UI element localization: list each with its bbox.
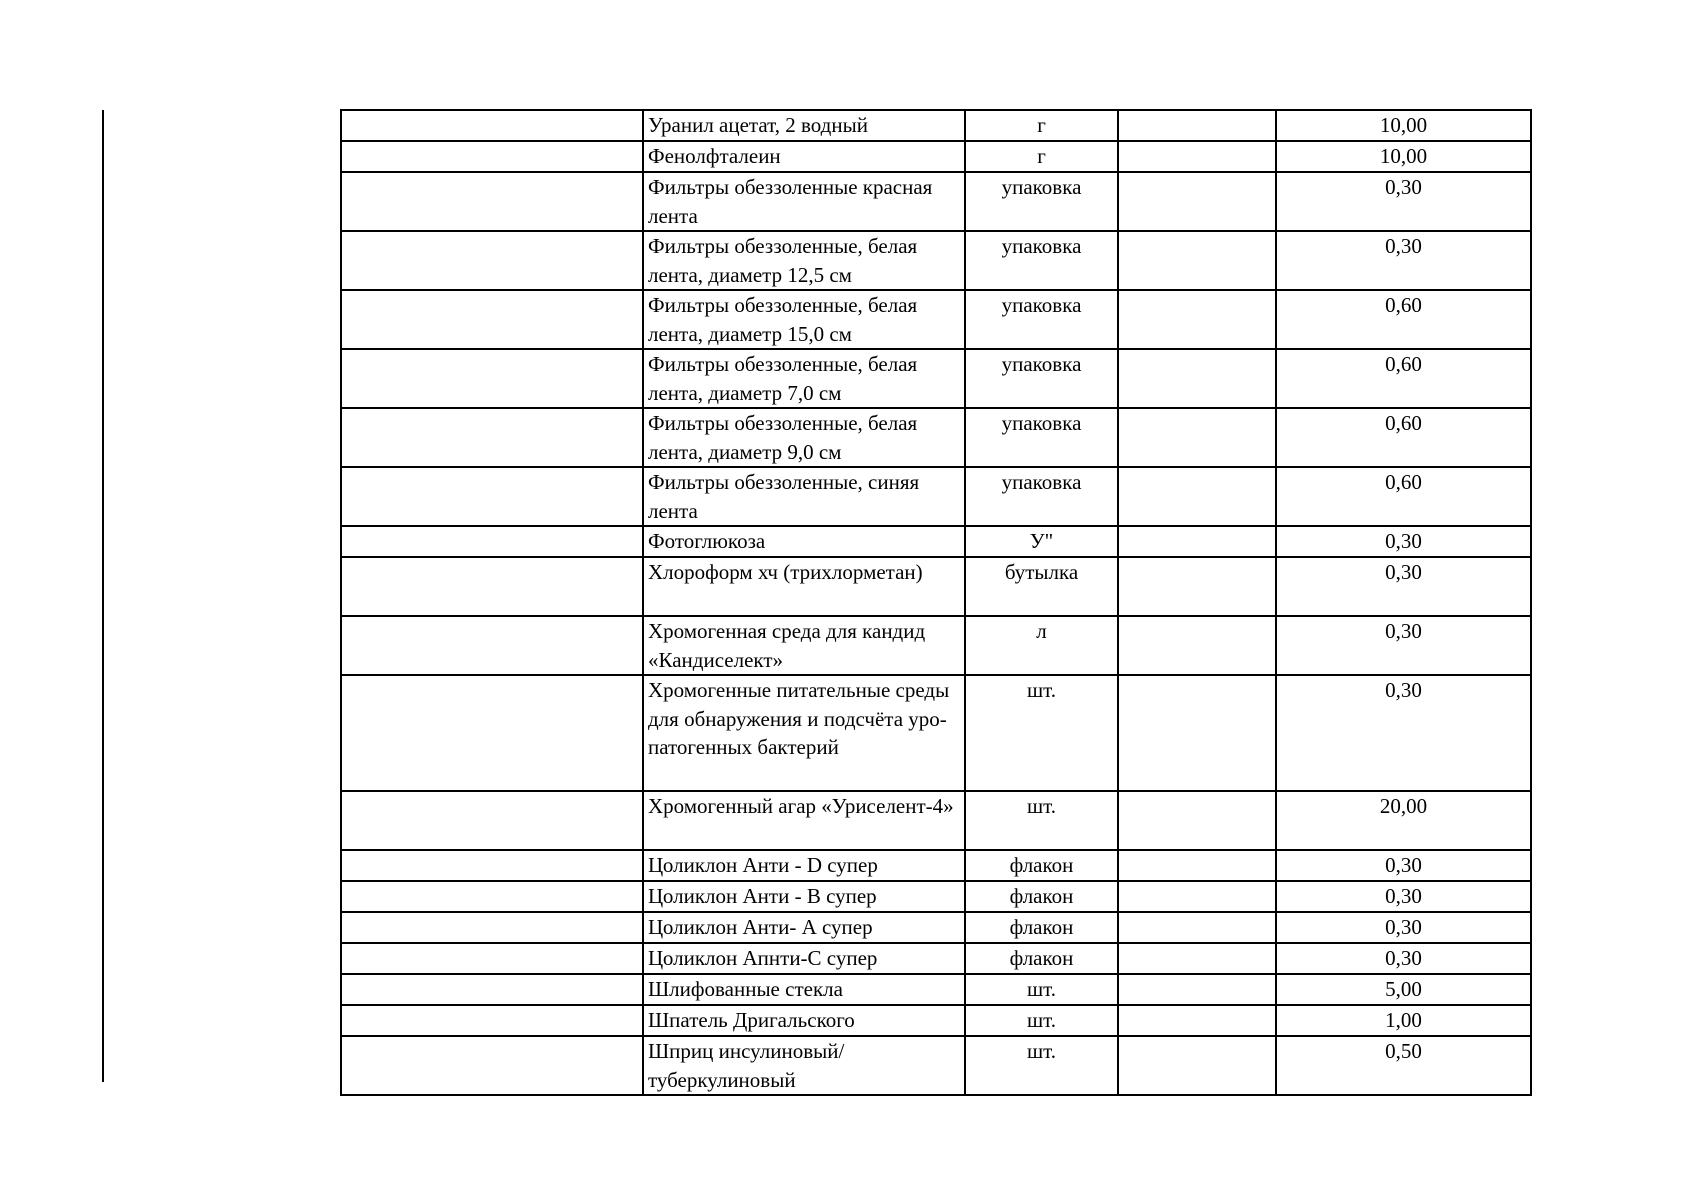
cell-quantity: 0,50 (1276, 1036, 1531, 1095)
cell-empty-first (341, 1036, 643, 1095)
cell-empty-first (341, 791, 643, 850)
table-row (341, 141, 1531, 172)
cell-empty-first (341, 526, 643, 557)
cell-unit: упаковка (965, 408, 1118, 467)
cell-item-name: Хромогенный агар «Уриселент-4» (643, 791, 965, 850)
table-row (341, 675, 1531, 791)
cell-item-name: Фенолфталеин (643, 141, 965, 172)
cell-empty-fourth (1118, 141, 1276, 172)
cell-unit: шт. (965, 675, 1118, 791)
cell-item-name: Цоликлон Апнти-С супер (643, 943, 965, 974)
cell-empty-first (341, 616, 643, 675)
cell-unit: флакон (965, 912, 1118, 943)
cell-quantity: 5,00 (1276, 974, 1531, 1005)
cell-empty-fourth (1118, 616, 1276, 675)
cell-item-name: Цоликлон Анти- А супер (643, 912, 965, 943)
cell-empty-fourth (1118, 290, 1276, 349)
cell-empty-first (341, 1005, 643, 1036)
supplies-table (340, 109, 1532, 1096)
cell-empty-fourth (1118, 850, 1276, 881)
cell-empty-first (341, 943, 643, 974)
cell-empty-first (341, 231, 643, 290)
cell-empty-fourth (1118, 675, 1276, 791)
cell-item-name: Шприц инсулиновый/ туберкулиновый (643, 1036, 965, 1095)
cell-quantity: 0,30 (1276, 881, 1531, 912)
cell-item-name: Хромогенные питательные среды для обнаружения и подсчёта уро-патогенных бактерий (643, 675, 965, 791)
cell-empty-fourth (1118, 881, 1276, 912)
cell-unit: шт. (965, 791, 1118, 850)
cell-empty-first (341, 912, 643, 943)
cell-unit: л (965, 616, 1118, 675)
cell-quantity: 0,30 (1276, 675, 1531, 791)
cell-unit: флакон (965, 943, 1118, 974)
cell-unit: упаковка (965, 231, 1118, 290)
cell-unit: г (965, 141, 1118, 172)
table-row (341, 290, 1531, 349)
cell-quantity: 0,30 (1276, 943, 1531, 974)
cell-empty-first (341, 408, 643, 467)
cell-item-name: Фильтры обеззоленные, синяя лента (643, 467, 965, 526)
cell-empty-first (341, 172, 643, 231)
cell-empty-first (341, 881, 643, 912)
cell-empty-fourth (1118, 1036, 1276, 1095)
cell-unit: шт. (965, 1036, 1118, 1095)
cell-empty-fourth (1118, 231, 1276, 290)
cell-quantity: 1,00 (1276, 1005, 1531, 1036)
cell-quantity: 0,30 (1276, 526, 1531, 557)
cell-empty-fourth (1118, 408, 1276, 467)
cell-empty-first (341, 557, 643, 616)
cell-quantity: 0,30 (1276, 172, 1531, 231)
cell-empty-fourth (1118, 349, 1276, 408)
cell-item-name: Хлороформ хч (трихлорметан) (643, 557, 965, 616)
table-row (341, 881, 1531, 912)
cell-empty-first (341, 110, 643, 141)
table-row (341, 526, 1531, 557)
cell-item-name: Фильтры обеззоленные, белая лента, диаметр 7,0 см (643, 349, 965, 408)
cell-item-name: Шлифованные стекла (643, 974, 965, 1005)
table-row (341, 231, 1531, 290)
cell-unit: упаковка (965, 290, 1118, 349)
cell-unit: упаковка (965, 172, 1118, 231)
cell-empty-first (341, 349, 643, 408)
table-row (341, 557, 1531, 616)
cell-unit: упаковка (965, 349, 1118, 408)
cell-unit: упаковка (965, 467, 1118, 526)
cell-unit: г (965, 110, 1118, 141)
cell-unit: шт. (965, 974, 1118, 1005)
table-row (341, 850, 1531, 881)
cell-empty-fourth (1118, 1005, 1276, 1036)
cell-item-name: Шпатель Дригальского (643, 1005, 965, 1036)
table-row (341, 1005, 1531, 1036)
cell-empty-fourth (1118, 172, 1276, 231)
cell-quantity: 0,60 (1276, 408, 1531, 467)
cell-empty-fourth (1118, 526, 1276, 557)
cell-quantity: 0,30 (1276, 850, 1531, 881)
cell-empty-fourth (1118, 974, 1276, 1005)
cell-item-name: Фильтры обеззоленные, белая лента, диаметр 15,0 см (643, 290, 965, 349)
cell-quantity: 0,60 (1276, 290, 1531, 349)
table-body (341, 110, 1531, 1095)
cell-item-name: Хромогенная среда для кандид «Кандиселект» (643, 616, 965, 675)
cell-empty-fourth (1118, 791, 1276, 850)
cell-unit: шт. (965, 1005, 1118, 1036)
cell-empty-fourth (1118, 467, 1276, 526)
table-row (341, 791, 1531, 850)
cell-empty-fourth (1118, 557, 1276, 616)
cell-quantity: 0,60 (1276, 349, 1531, 408)
cell-empty-first (341, 141, 643, 172)
cell-quantity: 20,00 (1276, 791, 1531, 850)
table-row (341, 1036, 1531, 1095)
table-row (341, 467, 1531, 526)
cell-empty-first (341, 974, 643, 1005)
cell-item-name: Уранил ацетат, 2 водный (643, 110, 965, 141)
cell-unit: бутылка (965, 557, 1118, 616)
cell-item-name: Фотоглюкоза (643, 526, 965, 557)
cell-item-name: Цоликлон Анти - В супер (643, 881, 965, 912)
cell-empty-first (341, 850, 643, 881)
cell-unit: флакон (965, 881, 1118, 912)
cell-item-name: Фильтры обеззоленные, белая лента, диаметр 12,5 см (643, 231, 965, 290)
cell-unit: У" (965, 526, 1118, 557)
cell-quantity: 10,00 (1276, 110, 1531, 141)
cell-empty-first (341, 467, 643, 526)
table-row (341, 912, 1531, 943)
cell-quantity: 0,60 (1276, 467, 1531, 526)
cell-empty-fourth (1118, 110, 1276, 141)
cell-unit: флакон (965, 850, 1118, 881)
cell-quantity: 10,00 (1276, 141, 1531, 172)
cell-empty-fourth (1118, 912, 1276, 943)
table-row (341, 110, 1531, 141)
table-row (341, 172, 1531, 231)
left-margin-line (102, 110, 104, 1082)
cell-item-name: Фильтры обеззоленные, белая лента, диаметр 9,0 см (643, 408, 965, 467)
cell-empty-first (341, 290, 643, 349)
cell-quantity: 0,30 (1276, 231, 1531, 290)
cell-item-name: Цоликлон Анти - D супер (643, 850, 965, 881)
cell-quantity: 0,30 (1276, 616, 1531, 675)
table-row (341, 943, 1531, 974)
table-row (341, 974, 1531, 1005)
table-row (341, 349, 1531, 408)
cell-empty-fourth (1118, 943, 1276, 974)
table-row (341, 616, 1531, 675)
cell-quantity: 0,30 (1276, 557, 1531, 616)
cell-item-name: Фильтры обеззоленные красная лента (643, 172, 965, 231)
table-row (341, 408, 1531, 467)
cell-empty-first (341, 675, 643, 791)
cell-quantity: 0,30 (1276, 912, 1531, 943)
